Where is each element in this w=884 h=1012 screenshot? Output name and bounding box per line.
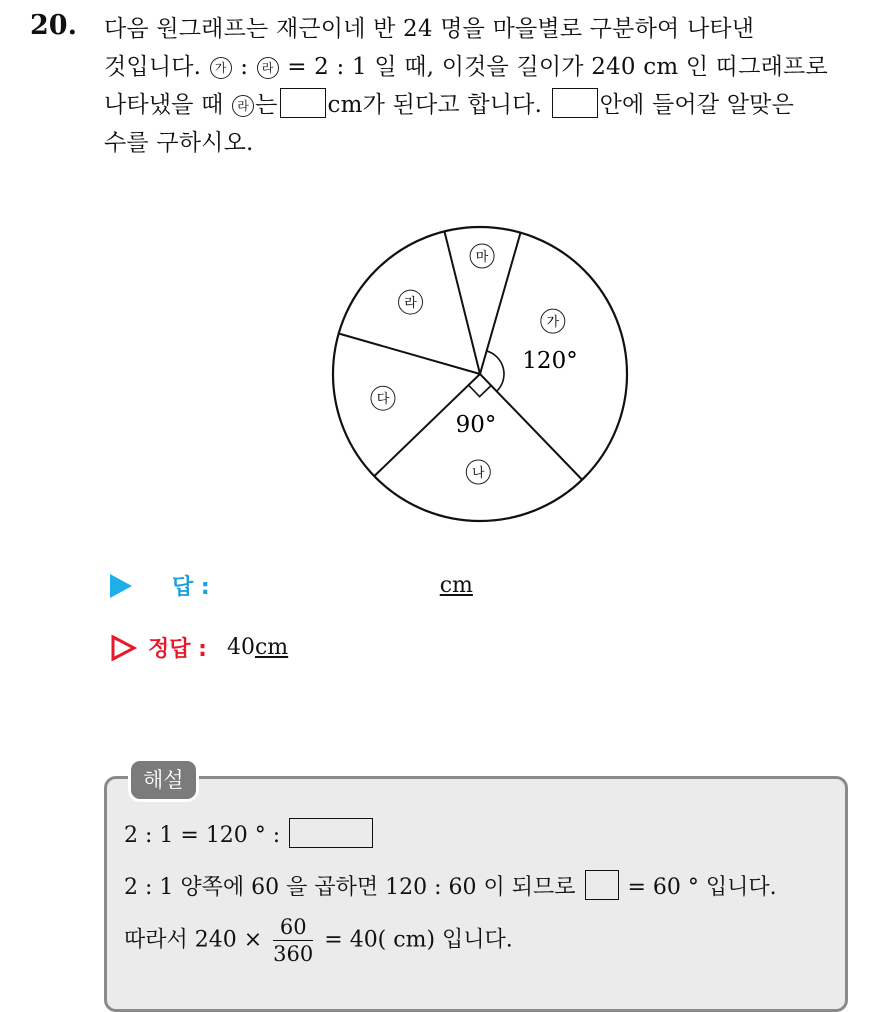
explanation-tab: 해설 <box>128 758 199 802</box>
explanation-line-2-end: = 60 ° 입니다. <box>627 875 777 900</box>
explanation-line-3 <box>124 914 513 967</box>
explanation-line-3-end: = 40( cm) 입니다. <box>324 927 513 953</box>
pie-label-na: 나 <box>472 465 485 481</box>
question-line-2-end: = 2 : 1 일 때, 이것을 길이가 240 cm 인 띠그래프로 <box>279 54 828 80</box>
play-triangle-icon <box>110 574 132 598</box>
correct-answer-row <box>110 632 288 663</box>
pie-label-ma: 마 <box>475 250 489 266</box>
question-line-3-mid: cm가 된다고 합니다. <box>327 92 543 118</box>
correct-answer-value: 40 <box>226 635 255 660</box>
question-line-1: 다음 원그래프는 재근이네 반 24 명을 마을별로 구분하여 나타낸 <box>104 16 755 42</box>
question-text <box>104 10 864 162</box>
correct-answer-unit: cm <box>254 635 289 660</box>
question-line-2-start: 것입니다. <box>104 54 202 80</box>
question-line-3 <box>104 86 864 124</box>
question-line-3-end: 안에 들어갈 알맞은 <box>599 92 794 118</box>
answer-blank-box <box>280 88 326 118</box>
answer-blank-box-2 <box>552 88 598 118</box>
fraction <box>273 914 313 967</box>
outline-triangle-icon <box>110 634 138 662</box>
pie-label-ra: 라 <box>404 296 417 312</box>
answer-row <box>110 570 473 601</box>
question-line-2 <box>104 48 864 86</box>
fraction-numerator: 60 <box>273 914 313 941</box>
explanation-line-2 <box>124 870 777 901</box>
fraction-denominator: 360 <box>273 942 314 966</box>
pie-label-ga: 가 <box>546 315 560 331</box>
pie-chart <box>320 210 640 530</box>
answer-unit: cm <box>439 573 473 598</box>
angle-label-90: 90° <box>455 412 497 438</box>
question-line-4: 수를 구하시오. <box>104 130 254 156</box>
explanation-line-1 <box>124 818 375 848</box>
circled-ra-symbol: 라 <box>257 57 279 79</box>
question-line-3-topic: 는 <box>255 92 278 118</box>
explanation-line-3-text: 따라서 240 × <box>124 927 263 953</box>
circled-ra-symbol-2: 라 <box>232 95 254 117</box>
explanation-blank-box <box>289 818 373 848</box>
answer-label: 답 : <box>172 575 210 600</box>
explanation-line-2-text: 2 : 1 양쪽에 60 을 곱하면 120 : 60 이 되므로 <box>124 875 576 900</box>
ratio-colon: : <box>232 54 256 80</box>
question-line-3-start: 나타냈을 때 <box>104 92 224 118</box>
correct-answer-label: 정답 : <box>148 637 207 662</box>
circled-ga-symbol: 가 <box>210 57 232 79</box>
explanation-blank-box-2 <box>585 870 619 900</box>
question-number: 20. <box>30 10 77 41</box>
angle-label-120: 120° <box>522 348 578 374</box>
pie-label-da: 다 <box>376 392 390 408</box>
explanation-line-1-text: 2 : 1 = 120 ° : <box>124 823 281 848</box>
